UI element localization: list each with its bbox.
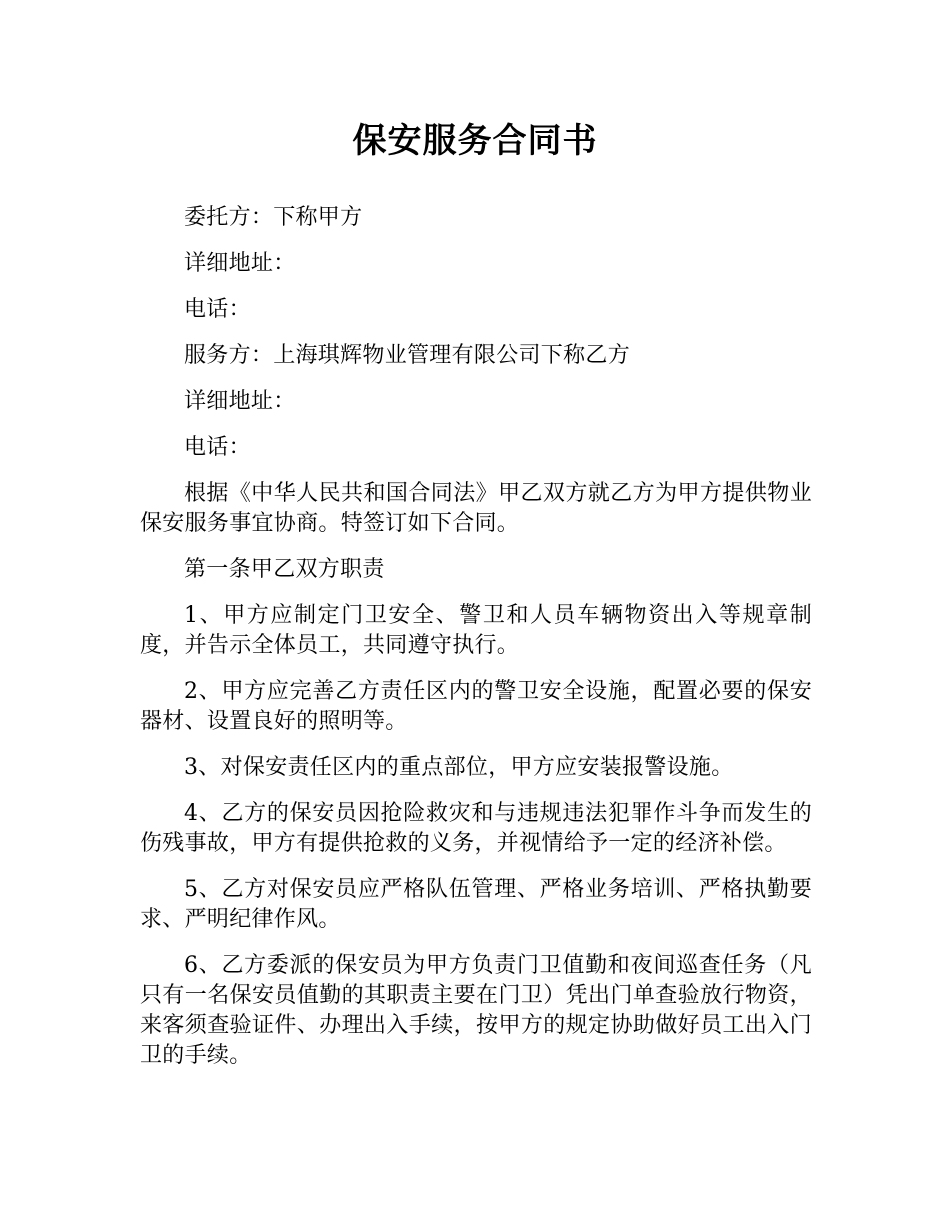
party-b-address: 详细地址： bbox=[184, 389, 296, 414]
party-a-address: 详细地址： bbox=[184, 251, 296, 276]
clause-paragraph: 2、甲方应完善乙方责任区内的警卫安全设施，配置必要的保安器材、设置良好的照明等。 bbox=[140, 679, 812, 734]
clause-paragraph: 1、甲方应制定门卫安全、警卫和人员车辆物资出入等规章制度，并告示全体员工，共同遵守执行。 bbox=[140, 603, 812, 658]
document-title: 保安服务合同书 bbox=[352, 121, 598, 161]
party-a-phone: 电话： bbox=[184, 297, 251, 322]
party-b-phone: 电话： bbox=[184, 435, 251, 460]
clause-paragraph: 4、乙方的保安员因抢险救灾和与违规违法犯罪作斗争而发生的伤残事故，甲方有提供抢救的义务，并视情给予一定的经济补偿。 bbox=[140, 801, 812, 856]
preamble-paragraph: 根据《中华人民共和国合同法》甲乙双方就乙方为甲方提供物业保安服务事宜协商。特签订如下合同。 bbox=[140, 481, 812, 536]
clause-paragraph: 3、对保安责任区内的重点部位，甲方应安装报警设施。 bbox=[184, 755, 734, 780]
clause-paragraph: 6、乙方委派的保安员为甲方负责门卫值勤和夜间巡查任务（凡只有一名保安员值勤的其职责主要在门卫）凭出门单查验放行物资，来客须查验证件、办理出入手续，按甲方的规定协助做好员工出入门卫的手续。 bbox=[140, 953, 812, 1068]
party-b-line: 服务方：上海琪辉物业管理有限公司下称乙方 bbox=[184, 343, 631, 368]
party-a-line: 委托方：下称甲方 bbox=[184, 205, 363, 230]
article-heading: 第一条甲乙双方职责 bbox=[184, 557, 385, 582]
clause-paragraph: 5、乙方对保安员应严格队伍管理、严格业务培训、严格执勤要求、严明纪律作风。 bbox=[140, 877, 812, 932]
document-body bbox=[140, 203, 812, 1087]
